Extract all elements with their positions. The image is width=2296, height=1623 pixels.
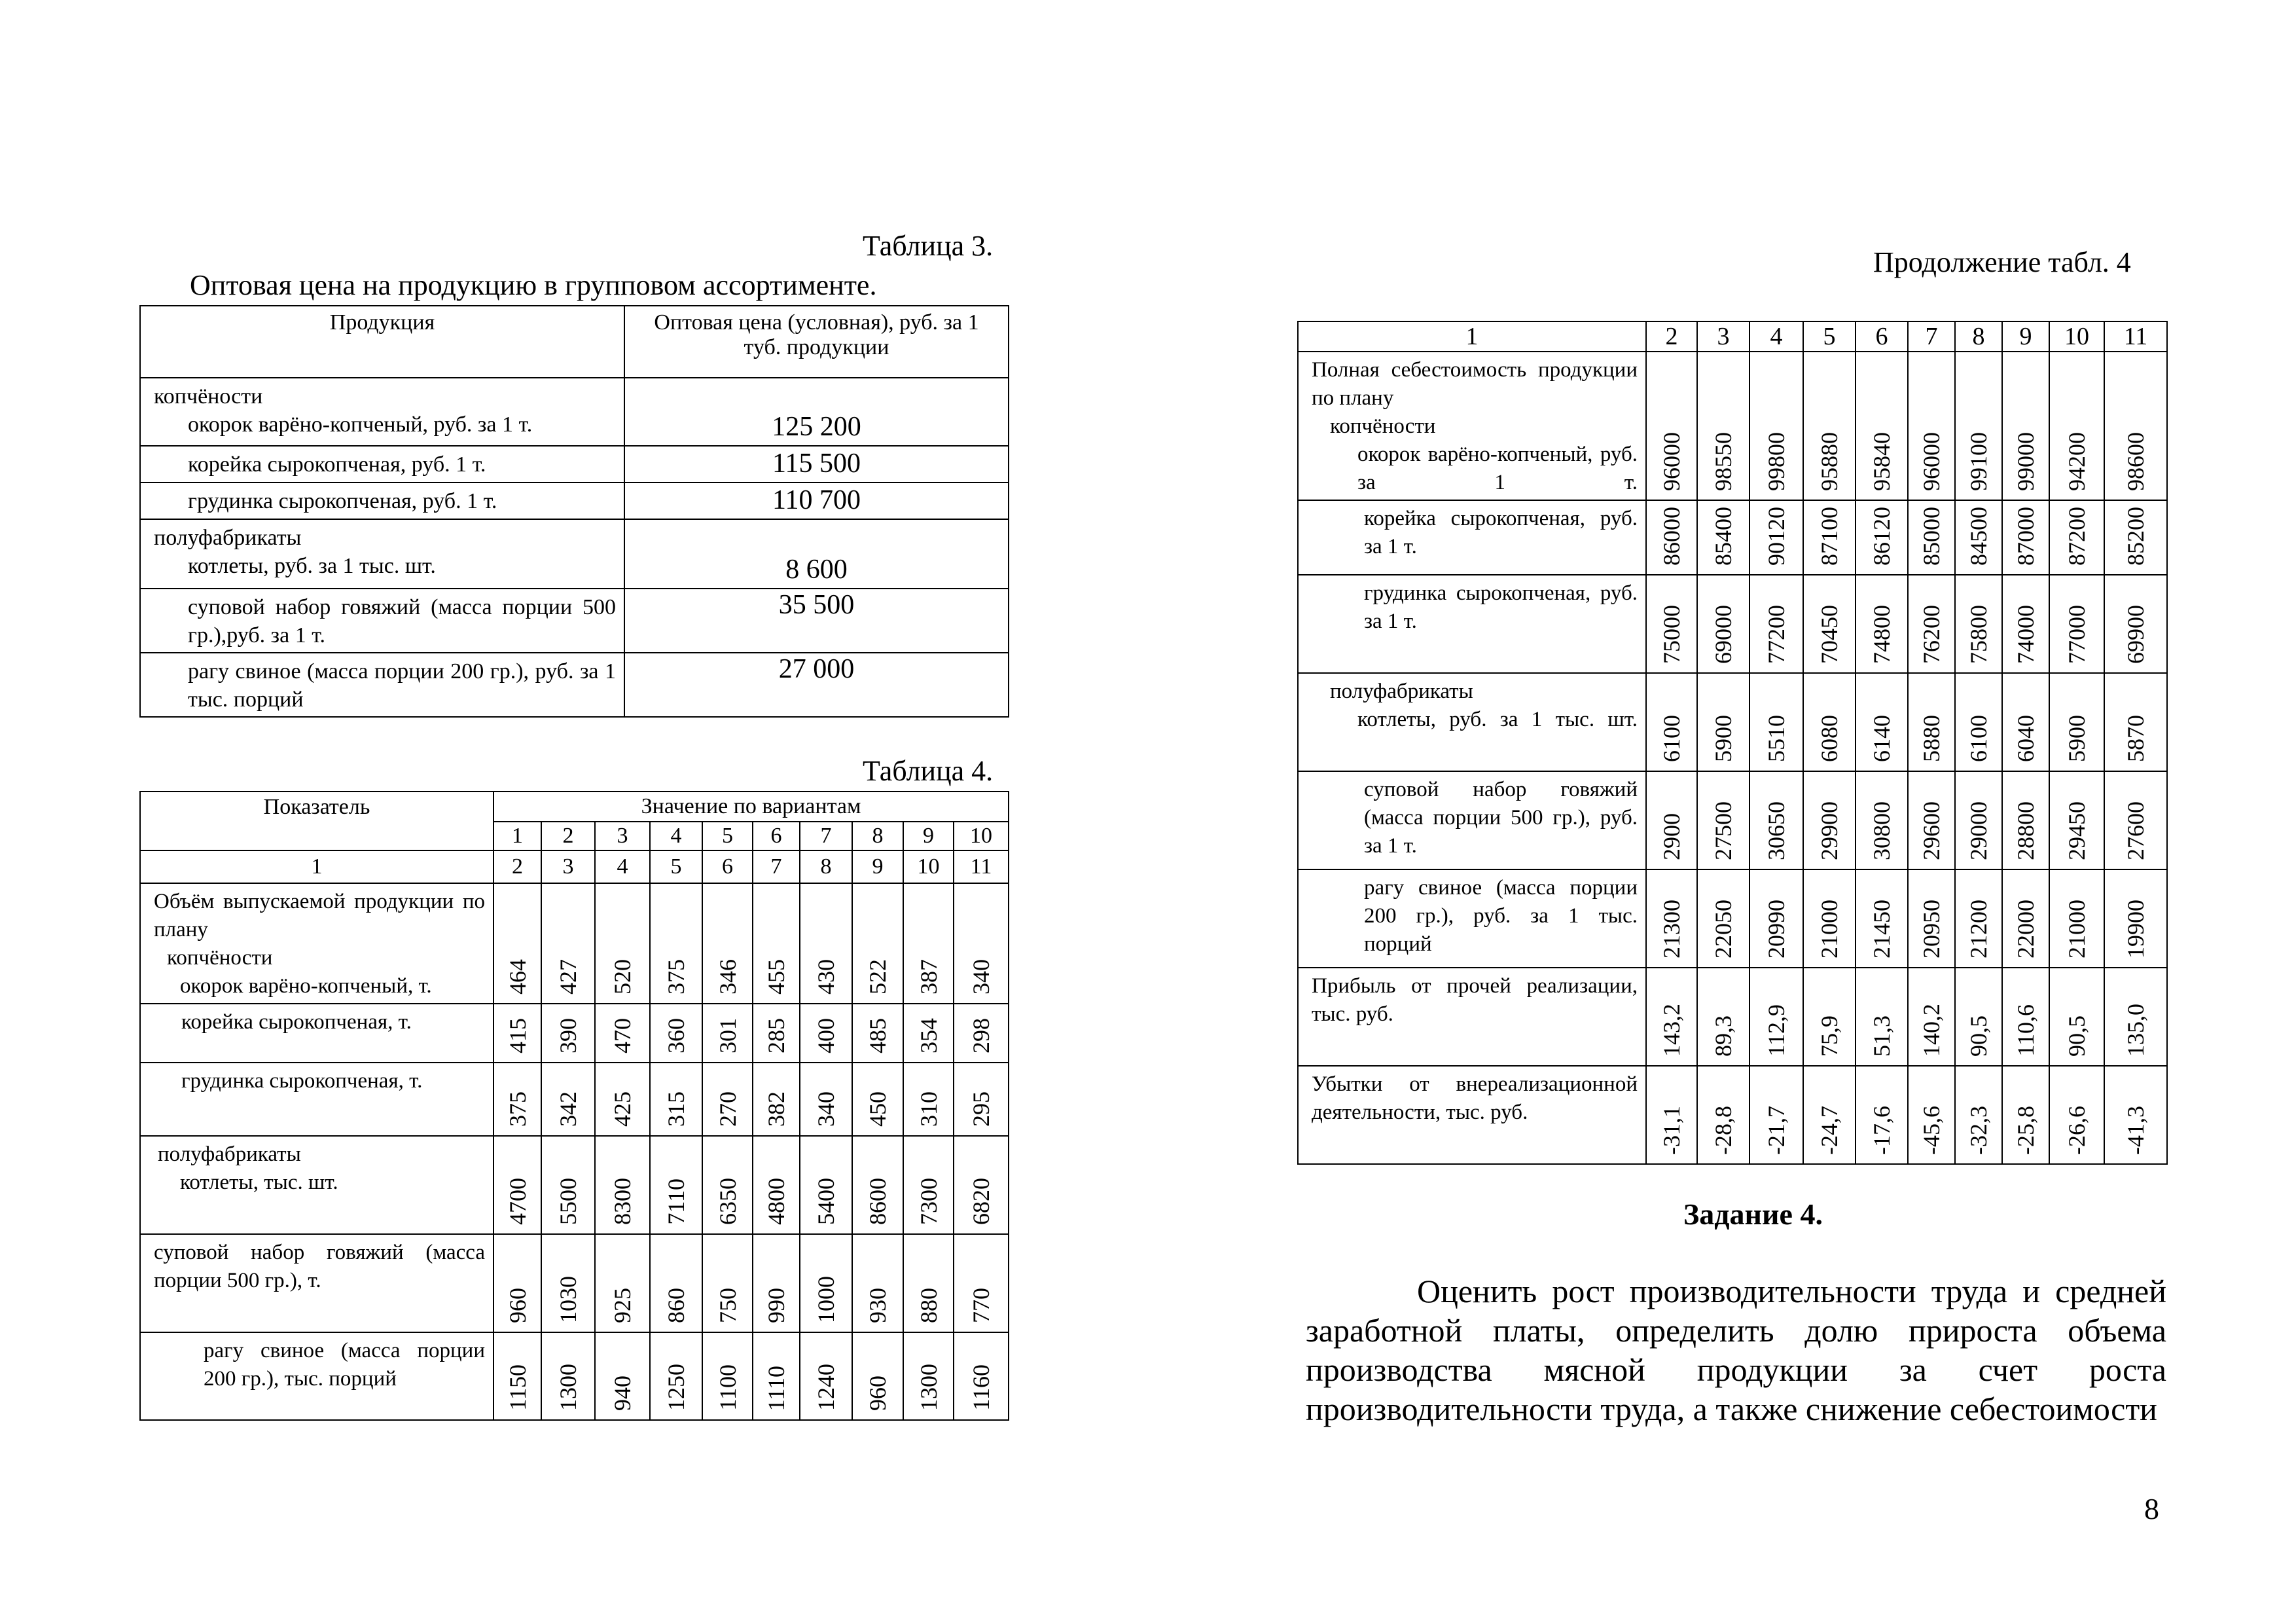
value-cell: 1150 <box>504 1364 531 1411</box>
group-label: полуфабрикаты <box>154 526 302 550</box>
value-cell: 1160 <box>968 1364 995 1411</box>
value-cell: 470 <box>609 1018 636 1053</box>
value-cell: 522 <box>865 959 891 994</box>
value-cell: 930 <box>865 1288 891 1323</box>
value-cell: 301 <box>714 1018 741 1053</box>
value-cell: 387 <box>915 959 942 994</box>
colnum-cell: 10 <box>903 850 954 883</box>
value-cell: 430 <box>813 959 839 994</box>
colnum-cell: 9 <box>852 850 903 883</box>
value-cell: 30800 <box>1869 801 1895 860</box>
value-cell: 21000 <box>2064 900 2090 958</box>
value-cell: 28800 <box>2013 801 2039 860</box>
table-row <box>1298 869 2167 968</box>
value-cell: 925 <box>609 1288 636 1323</box>
colnums-row <box>1298 321 2167 352</box>
value-cell: 21300 <box>1659 900 1685 958</box>
colnum-cell: 11 <box>2104 321 2167 352</box>
row-label: окорок варёно-копченый, руб. за 1 т. <box>188 412 533 437</box>
variant-cell: 2 <box>541 822 595 850</box>
row-label-cell <box>140 1136 493 1234</box>
colnum-cell: 1 <box>140 850 493 883</box>
row1-label: Полная себестоимость продукции по плану <box>1312 358 1638 410</box>
table-row <box>1298 575 2167 673</box>
value-cell: 110,6 <box>2013 1004 2039 1057</box>
value-cell: 77200 <box>1763 605 1789 664</box>
table4-continuation <box>1297 321 2168 1165</box>
variant-cell: 1 <box>493 822 541 850</box>
value-cell: 298 <box>968 1018 995 1053</box>
value-cell: 940 <box>609 1376 636 1411</box>
value-cell: 87200 <box>2064 507 2090 566</box>
value-cell: 960 <box>504 1288 531 1323</box>
value-cell: 89,3 <box>1710 1015 1736 1057</box>
row-label: корейка сырокопченая, руб. за 1 т. <box>1298 500 1646 575</box>
value-cell: 21450 <box>1869 900 1895 958</box>
value-cell: 415 <box>504 1018 531 1053</box>
value-cell: -24,7 <box>1816 1106 1842 1155</box>
value-cell: 6080 <box>1816 715 1842 762</box>
value-cell: 5510 <box>1763 715 1789 762</box>
colnum-cell: 6 <box>702 850 753 883</box>
value-cell: 143,2 <box>1659 1004 1685 1057</box>
group-label: копчёности <box>154 384 263 409</box>
value-cell: 310 <box>915 1091 942 1127</box>
value-cell: 77000 <box>2064 605 2090 664</box>
value-cell: 98550 <box>1710 432 1736 491</box>
row-label: рагу свиное (масса порции 200 гр.), руб. за 1 тыс. порций <box>1298 869 1646 968</box>
value-cell: 4800 <box>763 1178 789 1225</box>
value-cell: 990 <box>763 1288 789 1323</box>
colnum-cell: 5 <box>1803 321 1856 352</box>
table-row <box>1298 771 2167 869</box>
row-label-cell <box>140 883 493 1004</box>
value-cell: 1300 <box>555 1364 581 1411</box>
value-cell: 29000 <box>1965 801 1992 860</box>
value-cell: 76200 <box>1918 605 1945 664</box>
value-cell: 1250 <box>663 1364 689 1411</box>
value-cell: -26,6 <box>2064 1106 2090 1155</box>
value-cell: 99100 <box>1965 432 1992 491</box>
value-cell: 69000 <box>1710 605 1736 664</box>
variant-cell: 7 <box>800 822 852 850</box>
row-label: корейка сырокопченая, руб. 1 т. <box>140 446 624 483</box>
value-cell: 75800 <box>1965 605 1992 664</box>
row-label: грудинка сырокопченая, т. <box>140 1063 493 1136</box>
table-row <box>1298 968 2167 1066</box>
value-cell: 4700 <box>504 1178 531 1225</box>
table4cont-label: Продолжение табл. 4 <box>1873 246 2131 278</box>
value-cell: 2900 <box>1659 813 1685 860</box>
table4-label: Таблица 4. <box>863 755 994 787</box>
value-cell: 425 <box>609 1091 636 1127</box>
value-cell: 21200 <box>1965 900 1992 958</box>
colnum-cell: 2 <box>1646 321 1697 352</box>
row-label: окорок варёно-копченый, т. <box>180 974 432 998</box>
value-cell: 5900 <box>2064 715 2090 762</box>
value-cell: 96000 <box>1918 432 1945 491</box>
row-label: суповой набор говяжий (масса порции 500 гр.),руб. за 1 т. <box>140 589 624 653</box>
colnum-cell: 10 <box>2049 321 2104 352</box>
row-label: рагу свиное (масса порции 200 гр.), тыс. порций <box>140 1332 493 1420</box>
row-label: котлеты, руб. за 1 тыс. шт. <box>188 554 436 578</box>
price-cell: 8 600 <box>624 519 1009 589</box>
colnum-cell: 6 <box>1856 321 1908 352</box>
value-cell: 960 <box>865 1376 891 1411</box>
value-cell: -31,1 <box>1659 1106 1685 1155</box>
colnum-cell: 1 <box>1298 321 1646 352</box>
value-cell: 5870 <box>2123 715 2149 762</box>
value-cell: 20990 <box>1763 900 1789 958</box>
value-cell: 1030 <box>555 1276 581 1323</box>
value-cell: 464 <box>504 959 531 994</box>
row-label: грудинка сырокопченая, руб. за 1 т. <box>1298 575 1646 673</box>
value-cell: 427 <box>555 959 581 994</box>
value-cell: -41,3 <box>2123 1106 2149 1155</box>
row-label: котлеты, руб. за 1 тыс. шт. <box>1357 708 1638 731</box>
value-cell: 86000 <box>1659 507 1685 566</box>
table-row <box>140 1136 1009 1234</box>
value-cell: 7300 <box>915 1178 942 1225</box>
value-cell: 1240 <box>813 1364 839 1411</box>
value-cell: 19900 <box>2123 900 2149 958</box>
variant-cell: 10 <box>954 822 1009 850</box>
price-cell: 125 200 <box>624 378 1009 446</box>
value-cell: 90,5 <box>2064 1015 2090 1057</box>
row-label: грудинка сырокопченая, руб. 1 т. <box>140 483 624 519</box>
group-label: полуфабрикаты <box>158 1142 301 1166</box>
value-cell: 6100 <box>1659 715 1685 762</box>
price-cell: 115 500 <box>624 446 1009 483</box>
table-row <box>1298 1066 2167 1164</box>
value-cell: 96000 <box>1659 432 1685 491</box>
value-cell: 112,9 <box>1763 1004 1789 1057</box>
value-cell: 27500 <box>1710 801 1736 860</box>
variant-cell: 3 <box>595 822 650 850</box>
value-cell: 5400 <box>813 1178 839 1225</box>
value-cell: 340 <box>813 1091 839 1127</box>
value-cell: 8600 <box>865 1178 891 1225</box>
value-cell: 5500 <box>555 1178 581 1225</box>
value-cell: 7110 <box>663 1178 689 1225</box>
page-number: 8 <box>2144 1492 2159 1525</box>
colnum-cell: 7 <box>753 850 800 883</box>
table-row <box>140 883 1009 1004</box>
table-row <box>140 1063 1009 1136</box>
value-cell: 87100 <box>1816 507 1842 566</box>
price-cell: 35 500 <box>624 589 1009 653</box>
value-cell: -28,8 <box>1710 1106 1736 1155</box>
value-cell: 750 <box>714 1288 741 1323</box>
value-cell: 295 <box>968 1091 995 1127</box>
colnum-cell: 5 <box>650 850 702 883</box>
row-label-cell <box>1298 673 1646 771</box>
value-cell: 390 <box>555 1018 581 1053</box>
value-cell: 98600 <box>2123 432 2149 491</box>
value-cell: 86120 <box>1869 507 1895 566</box>
value-cell: 29900 <box>1816 801 1842 860</box>
variant-cell: 4 <box>650 822 702 850</box>
value-cell: 22050 <box>1710 900 1736 958</box>
value-cell: 382 <box>763 1091 789 1127</box>
value-cell: 450 <box>865 1091 891 1127</box>
table-row <box>140 1234 1009 1332</box>
value-cell: 69900 <box>2123 605 2149 664</box>
value-cell: 90120 <box>1763 507 1789 566</box>
colnum-cell: 9 <box>2002 321 2049 352</box>
table3 <box>139 305 1009 718</box>
variant-cell: 6 <box>753 822 800 850</box>
value-cell: -25,8 <box>2013 1106 2039 1155</box>
value-cell: 400 <box>813 1018 839 1053</box>
variant-cell: 8 <box>852 822 903 850</box>
row-label: суповой набор говяжий (масса порции 500 гр.), руб. за 1 т. <box>1298 771 1646 869</box>
value-cell: 74000 <box>2013 605 2039 664</box>
table-row <box>1298 352 2167 500</box>
value-cell: -32,3 <box>1965 1106 1992 1155</box>
value-cell: 6820 <box>968 1178 995 1225</box>
value-cell: 27600 <box>2123 801 2149 860</box>
row-label: котлеты, тыс. шт. <box>180 1171 338 1194</box>
colnum-cell: 8 <box>800 850 852 883</box>
value-cell: 315 <box>663 1091 689 1127</box>
table3-row <box>140 378 624 446</box>
value-cell: 270 <box>714 1091 741 1127</box>
value-cell: 85400 <box>1710 507 1736 566</box>
value-cell: 6100 <box>1965 715 1992 762</box>
task-title: Задание 4. <box>1683 1197 1823 1231</box>
value-cell: 20950 <box>1918 900 1945 958</box>
colnum-cell: 7 <box>1908 321 1955 352</box>
value-cell: 455 <box>763 959 789 994</box>
value-cell: 375 <box>663 959 689 994</box>
row-label: суповой набор говяжий (масса порции 500 гр.), т. <box>140 1234 493 1332</box>
colnum-cell: 3 <box>541 850 595 883</box>
value-cell: 87000 <box>2013 507 2039 566</box>
value-cell: 8300 <box>609 1178 636 1225</box>
value-cell: 1100 <box>714 1364 741 1411</box>
row-label: окорок варёно-копченый, руб. за 1 т. <box>1357 443 1638 494</box>
value-cell: 346 <box>714 959 741 994</box>
row-label-cell <box>1298 352 1646 500</box>
value-cell: 29600 <box>1918 801 1945 860</box>
value-cell: 6350 <box>714 1178 741 1225</box>
value-cell: 880 <box>915 1288 942 1323</box>
group-label: копчёности <box>167 946 273 970</box>
colnum-cell: 8 <box>1955 321 2002 352</box>
value-cell: 99000 <box>2013 432 2039 491</box>
value-cell: 5880 <box>1918 715 1945 762</box>
value-cell: 75,9 <box>1816 1015 1842 1057</box>
value-cell: 140,2 <box>1918 1004 1945 1057</box>
group-label: копчёности <box>1330 414 1436 438</box>
colnum-cell: 4 <box>595 850 650 883</box>
value-cell: 1000 <box>813 1276 839 1323</box>
value-cell: 340 <box>968 959 995 994</box>
task-text: Оценить рост производительности труда и средней заработной платы, определить долю прироста объема производства мясной продукции за счет роста производительности труда, а также снижение себестоимости <box>1306 1273 2166 1427</box>
price-cell: 110 700 <box>624 483 1009 519</box>
row-label: Прибыль от прочей реализации, тыс. руб. <box>1298 968 1646 1066</box>
table4-header-values: Значение по вариантам <box>493 792 1009 822</box>
variant-cell: 5 <box>702 822 753 850</box>
value-cell: 75000 <box>1659 605 1685 664</box>
table-row <box>1298 500 2167 575</box>
value-cell: 6040 <box>2013 715 2039 762</box>
value-cell: 99800 <box>1763 432 1789 491</box>
value-cell: 70450 <box>1816 605 1842 664</box>
value-cell: 22000 <box>2013 900 2039 958</box>
colnum-cell: 11 <box>954 850 1009 883</box>
table3-label: Таблица 3. <box>863 230 994 262</box>
value-cell: 95840 <box>1869 432 1895 491</box>
value-cell: 90,5 <box>1965 1015 1992 1057</box>
table-row <box>140 1332 1009 1420</box>
value-cell: 51,3 <box>1869 1015 1895 1057</box>
table3-header-product: Продукция <box>140 306 624 378</box>
table3-title: Оптовая цена на продукцию в групповом ассортименте. <box>190 269 877 301</box>
value-cell: 1110 <box>763 1365 789 1411</box>
value-cell: 342 <box>555 1091 581 1127</box>
value-cell: 21000 <box>1816 900 1842 958</box>
row1-label: Объём выпускаемой продукции по плану <box>154 890 485 941</box>
colnums-row <box>140 850 1009 883</box>
table4 <box>139 791 1009 1421</box>
colnum-cell: 4 <box>1749 321 1803 352</box>
value-cell: 360 <box>663 1018 689 1053</box>
value-cell: 135,0 <box>2123 1004 2149 1057</box>
table4-header-indicator: Показатель <box>140 792 493 850</box>
table3-row <box>140 519 624 589</box>
value-cell: 94200 <box>2064 432 2090 491</box>
row-label: рагу свиное (масса порции 200 гр.), руб. за 1 тыс. порций <box>140 653 624 717</box>
value-cell: -21,7 <box>1763 1106 1789 1155</box>
value-cell: 770 <box>968 1288 995 1323</box>
value-cell: 520 <box>609 959 636 994</box>
row-label: корейка сырокопченая, т. <box>140 1004 493 1063</box>
value-cell: 85200 <box>2123 507 2149 566</box>
value-cell: 74800 <box>1869 605 1895 664</box>
variant-cell: 9 <box>903 822 954 850</box>
table-row <box>1298 673 2167 771</box>
value-cell: 29450 <box>2064 801 2090 860</box>
value-cell: 285 <box>763 1018 789 1053</box>
colnum-cell: 3 <box>1697 321 1749 352</box>
value-cell: 84500 <box>1965 507 1992 566</box>
group-label: полуфабрикаты <box>1330 680 1473 703</box>
value-cell: 375 <box>504 1091 531 1127</box>
value-cell: 85000 <box>1918 507 1945 566</box>
value-cell: 5900 <box>1710 715 1736 762</box>
value-cell: 1300 <box>915 1364 942 1411</box>
value-cell: 860 <box>663 1288 689 1323</box>
value-cell: -17,6 <box>1869 1106 1895 1155</box>
table-row <box>140 1004 1009 1063</box>
value-cell: 354 <box>915 1018 942 1053</box>
value-cell: 30650 <box>1763 801 1789 860</box>
price-cell: 27 000 <box>624 653 1009 717</box>
value-cell: 485 <box>865 1018 891 1053</box>
value-cell: 6140 <box>1869 715 1895 762</box>
row-label: Убытки от внереализационной деятельности, тыс. руб. <box>1298 1066 1646 1164</box>
table3-header-price: Оптовая цена (условная), руб. за 1 туб. продукции <box>624 306 1009 378</box>
value-cell: 95880 <box>1816 432 1842 491</box>
colnum-cell: 2 <box>493 850 541 883</box>
value-cell: -45,6 <box>1918 1106 1945 1155</box>
